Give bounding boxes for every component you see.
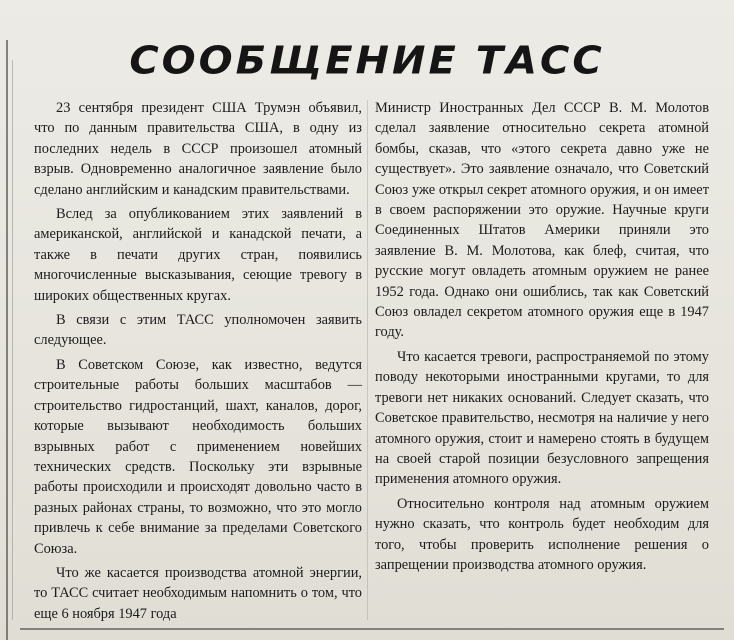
paragraph: В Советском Союзе, как известно, ведутся строительные работы больших масштабов — строительство гидростанций, шахт, каналов, дорог, которые вызывают необходимость больших взрывных работ с применением новейших технических средств. Поскольку эти взрывные работы происходили и происходят довольно часто в разных районах страны, то возможно, что это могло привлечь к себе внимание за пределами Советского Союза. [34,356,362,557]
paragraph: Что же касается производства атомной энергии, то ТАСС считает необходимым напомнить о том, что еще 6 ноября 1947 года [34,564,362,622]
left-border-rule-inner [12,60,13,620]
paragraph: Относительно контроля над атомным оружием нужно сказать, что контроль будет необходим для того, чтобы проверить исполнение решения о запрещении производства атомного оружия. [375,495,709,573]
column-divider [367,100,368,620]
paragraph: Вслед за опубликованием этих заявлений в американской, английской и канадской печати, а также в печати других стран, появились многочисленные высказывания, сеющие тревогу в широких общественных кругах. [34,206,362,304]
paragraph: 23 сентября президент США Трумэн объявил, что по данным правительства США, в одну из последних недель в СССР произошел атомный взрыв. Одновременно аналогичное заявление было сделано английским и канадским правительствами. [34,100,362,198]
paragraph: Министр Иностранных Дел СССР В. М. Молотов сделал заявление относительно секрета атомной бомбы, сказав, что «этого секрета давно уже не существует». Это заявление означало, что Советский Союз уже открыл секрет атомного оружия, и он имеет в своем распоряжении это оружие. Научные круги Соединенных Штатов Америки приняли это заявление В. М. Молотова, как блеф, считая, что русские могут овладеть атомным оружием не ранее 1952 года. Однако они ошиблись, так как Советский Союз овладел секретом атомного оружия еще в 1947 году. [375,100,709,341]
bottom-rule [20,628,724,630]
paragraph: Что касается тревоги, распространяемой по этому поводу некоторыми иностранными кругами, то для тревоги нет никаких оснований. Следует сказать, что Советское правительство, несмотря на наличие у него атомного оружия, стоит и намерено стоять в будущем на своей старой позиции безусловного запрещения применения атомного оружия. [375,348,709,488]
left-column [34,98,362,628]
headline: СООБЩЕНИЕ ТАСС [129,39,605,83]
paragraph: В связи с этим ТАСС уполномочен заявить следующее. [34,312,362,349]
left-border-rule [6,40,8,640]
right-column [375,98,709,579]
